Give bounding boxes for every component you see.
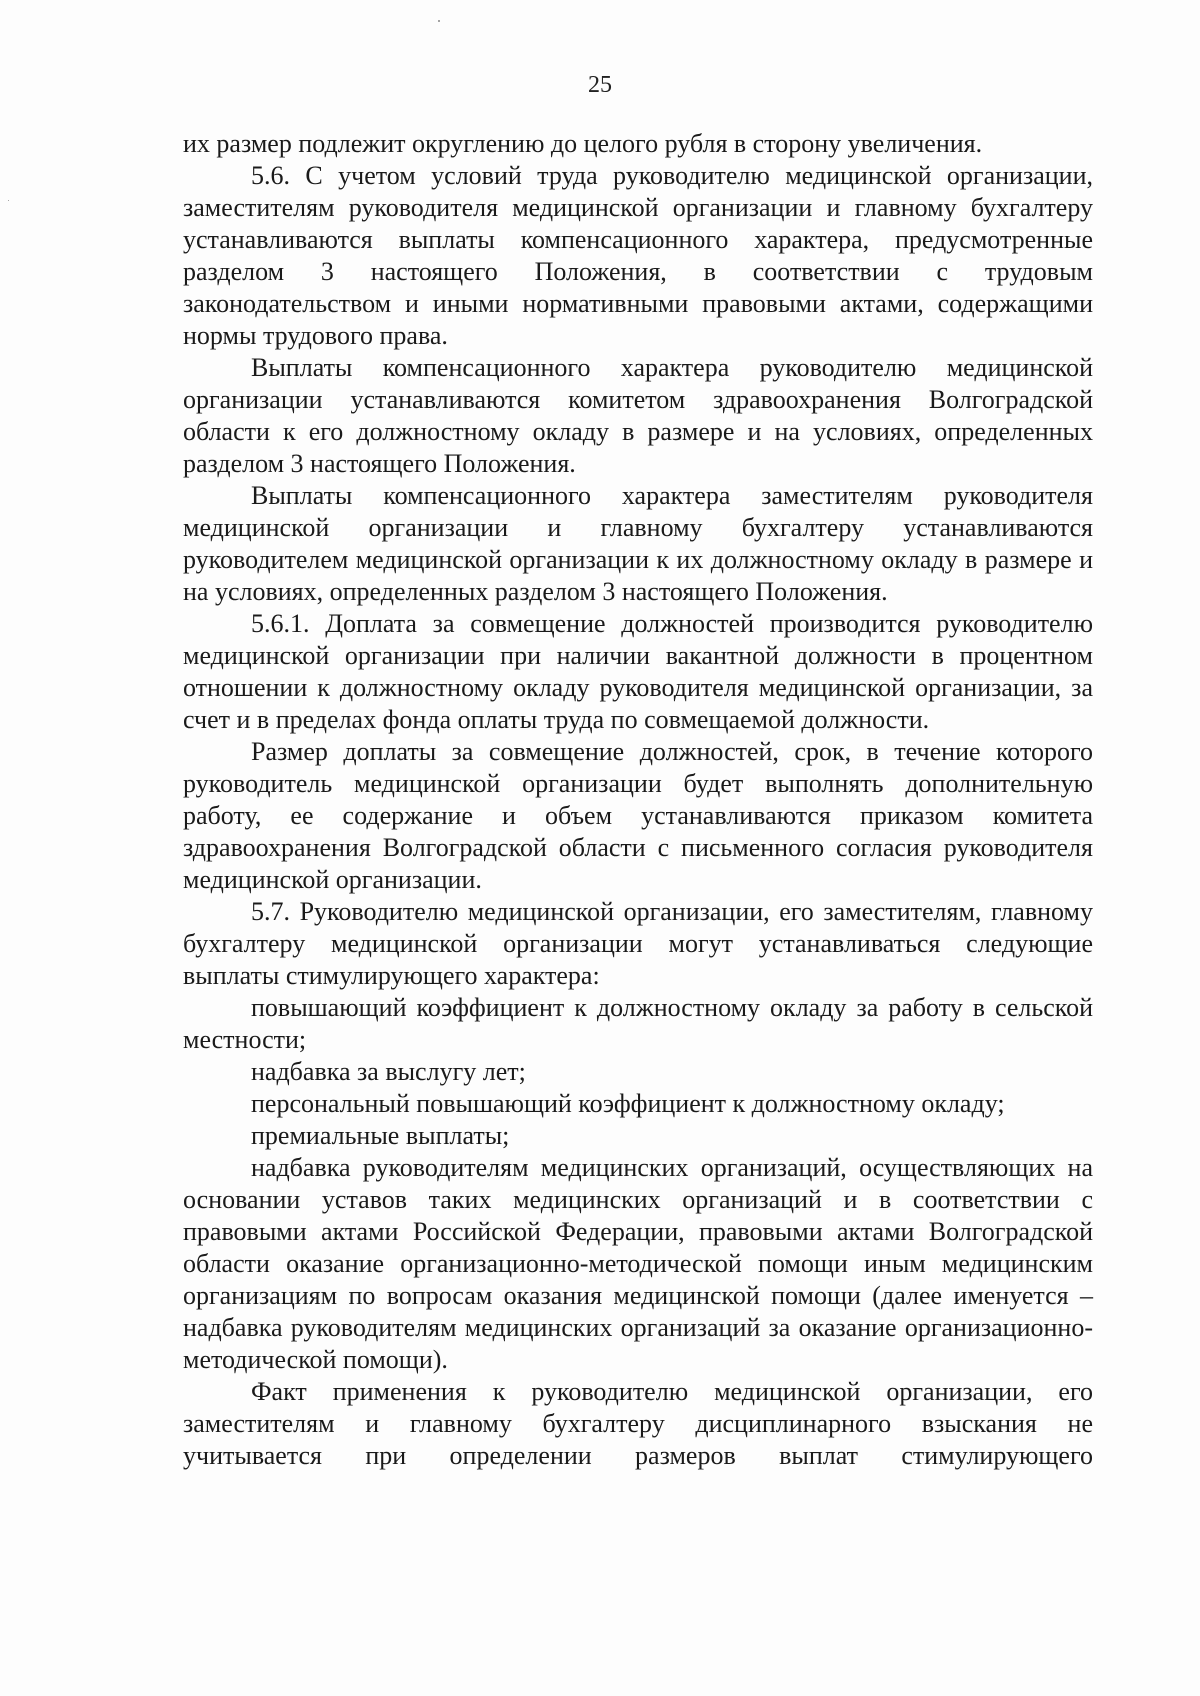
document-body — [183, 128, 1093, 1472]
paragraph: надбавка руководителям медицинских организаций, осуществляющих на основании уставов таких медицинских организаций и в соответствии с правовыми актами Российской Федерации, правовыми актами Волгоградской области оказание организационно-методической помощи иным медицинским организациям по вопросам оказания медицинской помощи (далее именуется – надбавка руководителям медицинских организаций за оказание организационно-методической помощи). — [183, 1153, 1093, 1374]
paragraph: их размер подлежит округлению до целого рубля в сторону увеличения. — [183, 129, 983, 158]
scan-artifact — [438, 20, 440, 22]
paragraph: повышающий коэффициент к должностному окладу за работу в сельской местности; — [183, 993, 1093, 1054]
paragraph: Факт применения к руководителю медицинской организации, его заместителям и главному бухгалтеру дисциплинарного взыскания не учитывается при определении размеров выплат стимулирующего — [183, 1377, 1093, 1470]
page-number: 25 — [588, 72, 612, 98]
paragraph: 5.6. С учетом условий труда руководителю медицинской организации, заместителям руководителя медицинской организации и главному бухгалтеру устанавливаются выплаты компенсационного характера, предусмотренные разделом 3 настоящего Положения, в соответствии с трудовым законодательством и иными нормативными правовыми актами, содержащими нормы трудового права. — [183, 161, 1093, 350]
paragraph: надбавка за выслугу лет; — [251, 1057, 526, 1086]
scan-artifact — [8, 200, 9, 201]
paragraph: Размер доплаты за совмещение должностей, срок, в течение которого руководитель медицинской организации будет выполнять дополнительную работу, ее содержание и объем устанавливаются приказом комитета здравоохранения Волгоградской области с письменного согласия руководителя медицинской организации. — [183, 737, 1093, 894]
paragraph: Выплаты компенсационного характера руководителю медицинской организации устанавливаются комитетом здравоохранения Волгоградской области к его должностному окладу в размере и на условиях, определенных разделом 3 настоящего Положения. — [183, 353, 1093, 478]
paragraph: Выплаты компенсационного характера заместителям руководителя медицинской организации и главному бухгалтеру устанавливаются руководителем медицинской организации к их должностному окладу в размере и на условиях, определенных разделом 3 настоящего Положения. — [183, 481, 1093, 606]
paragraph: 5.7. Руководителю медицинской организации, его заместителям, главному бухгалтеру медицинской организации могут устанавливаться следующие выплаты стимулирующего характера: — [183, 897, 1093, 990]
paragraph: персональный повышающий коэффициент к должностному окладу; — [251, 1089, 1005, 1118]
paragraph: премиальные выплаты; — [251, 1121, 510, 1150]
paragraph: 5.6.1. Доплата за совмещение должностей производится руководителю медицинской организации при наличии вакантной должности в процентном отношении к должностному окладу руководителя медицинской организации, за счет и в пределах фонда оплаты труда по совмещаемой должности. — [183, 609, 1093, 734]
